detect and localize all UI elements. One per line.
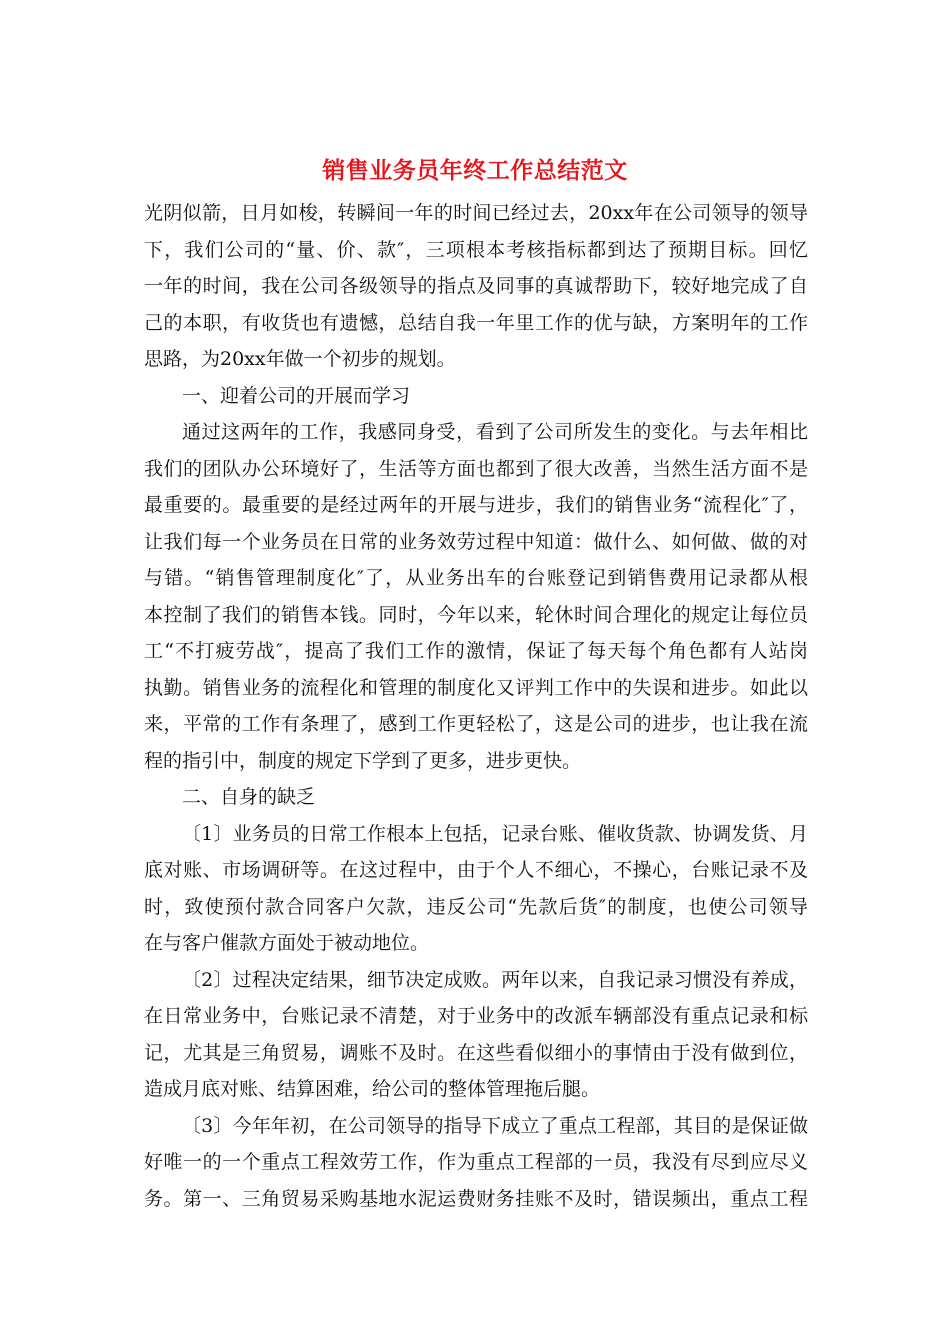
document-title: 销售业务员年终工作总结范文 — [322, 157, 628, 184]
text-line: 我们的团队办公环境好了，生活等方面也都到了很大改善，当然生活方面不是 — [144, 457, 808, 480]
text-line: 来，平常的工作有条理了，感到工作更轻松了，这是公司的进步，也让我在流 — [144, 713, 808, 735]
text-line: 底对账、市场调研等。在这过程中，由于个人不细心，不操心，台账记录不及 — [144, 859, 808, 881]
text-line: 〔2〕过程决定结果，细节决定成败。两年以来，自我记录习惯没有养成， — [182, 968, 808, 991]
document-body — [144, 195, 808, 1217]
text-line: 二、自身的缺乏 — [182, 786, 316, 808]
text-line: 〔3〕今年年初，在公司领导的指导下成立了重点工程部，其目的是保证做 — [182, 1114, 808, 1137]
text-line: 一、迎着公司的开展而学习 — [182, 384, 411, 407]
text-line: 下，我们公司的“量、价、款″，三项根本考核指标都到达了预期目标。回忆 — [144, 238, 808, 261]
text-line: 通过这两年的工作，我感同身受，看到了公司所发生的变化。与去年相比 — [182, 421, 808, 443]
text-line: 一年的时间，我在公司各级领导的指点及同事的真诚帮助下，较好地完成了自 — [144, 275, 808, 297]
text-line: 造成月底对账、结算困难，给公司的整体管理拖后腿。 — [144, 1078, 601, 1100]
text-line: 最重要的。最重要的是经过两年的开展与进步，我们的销售业务“流程化″了， — [144, 494, 808, 516]
text-line: 本控制了我们的销售本钱。同时，今年以来，轮休时间合理化的规定让每位员 — [144, 603, 808, 626]
text-line: 好唯一的一个重点工程效劳工作，作为重点工程部的一员，我没有尽到应尽义 — [144, 1151, 808, 1173]
text-line: 执勤。销售业务的流程化和管理的制度化又评判工作中的失误和进步。如此以 — [144, 676, 808, 699]
text-line: 在日常业务中，台账记录不清楚，对于业务中的改派车辆部没有重点记录和标 — [144, 1005, 808, 1027]
text-line: 在与客户催款方面处于被动地位。 — [144, 932, 430, 954]
text-line: 时，致使预付款合同客户欠款，违反公司“先款后货″的制度，也使公司领导 — [144, 895, 808, 918]
text-line: 让我们每一个业务员在日常的业务效劳过程中知道：做什么、如何做、做的对 — [144, 530, 808, 553]
text-line: 与错。“销售管理制度化″了，从业务出车的台账登记到销售费用记录都从根 — [144, 567, 808, 589]
text-line: 记，尤其是三角贸易，调账不及时。在这些看似细小的事情由于没有做到位， — [144, 1041, 808, 1064]
text-line: 己的本职，有收货也有遗憾，总结自我一年里工作的优与缺，方案明年的工作 — [144, 311, 808, 334]
text-line: 程的指引中，制度的规定下学到了更多，进步更快。 — [144, 749, 582, 772]
text-line: 〔1〕业务员的日常工作根本上包括，记录台账、催收货款、协调发货、月 — [182, 822, 808, 845]
text-line: 思路，为20xx年做一个初步的规划。 — [144, 348, 456, 370]
text-line: 光阴似箭，日月如梭，转瞬间一年的时间已经过去，20xx年在公司领导的领导 — [144, 202, 808, 224]
text-line: 工“不打疲劳战″，提高了我们工作的激情，保证了每天每个角色都有人站岗 — [144, 640, 808, 662]
text-line: 务。第一、三角贸易采购基地水泥运费财务挂账不及时，错误频出，重点工程 — [144, 1187, 808, 1210]
